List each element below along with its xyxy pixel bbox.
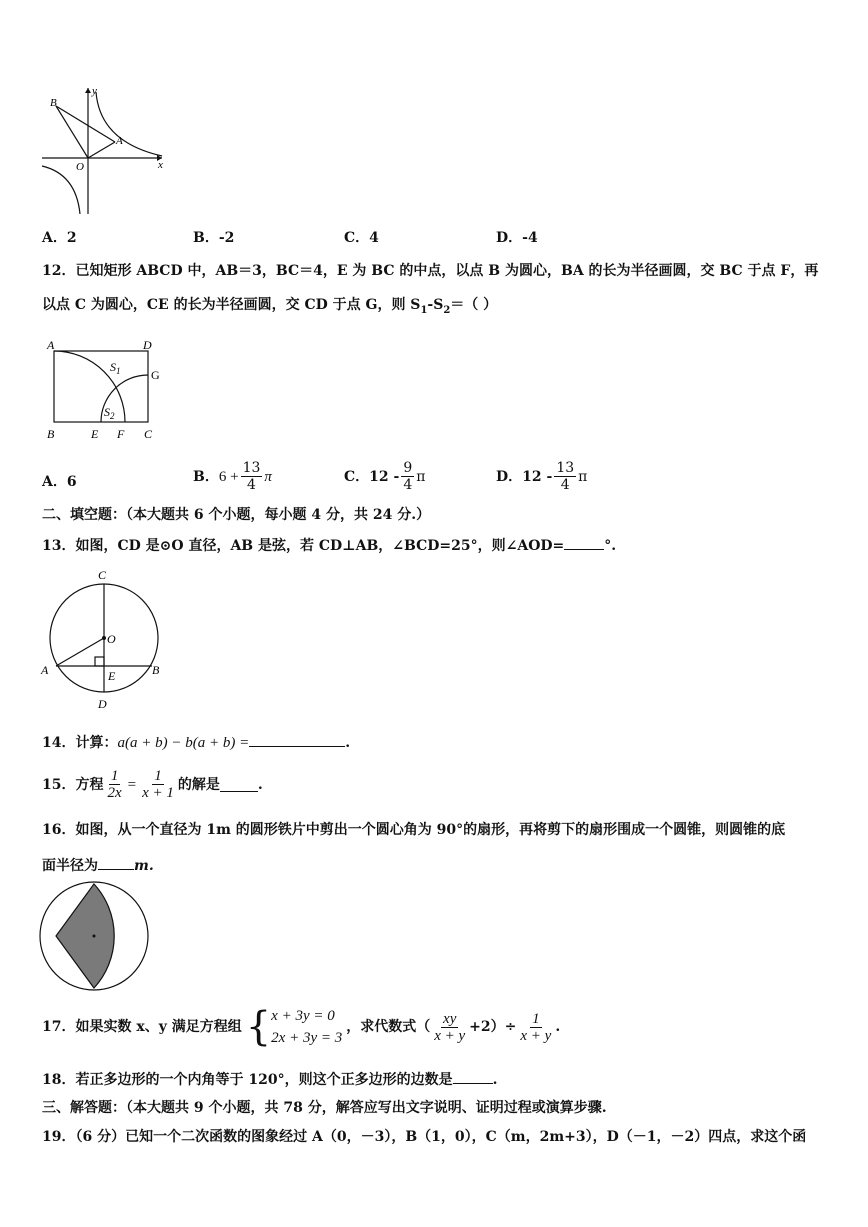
- label-e: E: [91, 427, 99, 441]
- label-c: C: [98, 568, 107, 582]
- q18-answer-blank[interactable]: [453, 1069, 493, 1084]
- q16-figure: [38, 880, 154, 992]
- q12-figure: [40, 336, 170, 446]
- segment-ob: [56, 106, 88, 158]
- label-e: E: [108, 669, 116, 683]
- q15-text: 15．方程 $\frac{1}{2x}$ = $\frac{1}{x + 1}$ 的解是 .: [42, 768, 263, 801]
- segment-ao: [56, 638, 104, 666]
- hyperbola-branch-1: [96, 92, 162, 156]
- label-s1: $S_1$: [110, 360, 121, 376]
- q11-option-c: C．4: [344, 230, 379, 246]
- q16-answer-blank[interactable]: [98, 855, 134, 870]
- q12-option-c: C．12 - $\frac{9}{4}$ π: [344, 460, 426, 493]
- q16-line2: 面半径为 m.: [42, 855, 154, 876]
- q14-answer-blank[interactable]: [249, 732, 345, 747]
- label-g: G: [151, 368, 160, 382]
- label-o: O: [76, 161, 84, 173]
- q12-option-b: B． 6 + $\frac{13}{4}$ π: [193, 460, 272, 493]
- label-b: B: [50, 97, 57, 109]
- label-a: A: [47, 338, 55, 352]
- right-angle-mark: [95, 657, 104, 666]
- segment-oa: [88, 142, 115, 158]
- q13-answer-blank[interactable]: [564, 535, 604, 550]
- sector: [56, 884, 114, 988]
- label-x: x: [158, 159, 163, 171]
- q18-text: 18．若正多边形的一个内角等于 120°，则这个正多边形的边数是 .: [42, 1069, 497, 1090]
- label-d: D: [143, 338, 152, 352]
- q12-option-a: A．6: [42, 474, 77, 490]
- label-c: C: [144, 427, 153, 441]
- rectangle-abcd: [54, 351, 148, 422]
- q11-option-b: B．-2: [193, 230, 235, 246]
- q13-text: 13．如图，CD 是⊙O 直径，AB 是弦，若 CD⊥AB，∠BCD=25°，则∠AOD= °.: [42, 535, 616, 556]
- label-a: A: [41, 663, 49, 677]
- q15-answer-blank[interactable]: [220, 777, 258, 792]
- q16-line1: 16．如图，从一个直径为 1m 的圆形铁片中剪出一个圆心角为 90°的扇形，再将剪下的扇形围成一个圆锥，则圆锥的底: [42, 822, 786, 838]
- section-2-heading: 二、填空题：（本大题共 6 个小题，每小题 4 分，共 24 分.）: [42, 507, 431, 523]
- q11-option-d: D．-4: [496, 230, 538, 246]
- brace: {: [245, 1004, 272, 1050]
- q11-figure: [38, 84, 170, 216]
- label-b: B: [152, 663, 160, 677]
- label-s2: $S_2$: [104, 405, 115, 421]
- label-d: D: [98, 697, 107, 711]
- q19-text: 19．（6 分）已知一个二次函数的图象经过 A（0，－3），B（1，0），C（m，2m+3），D（－1，－2）四点，求这个函: [42, 1129, 807, 1145]
- label-y: y: [92, 85, 97, 97]
- label-b: B: [47, 427, 55, 441]
- q12-line2: 以点 C 为圆心，CE 的长为半径画圆，交 CD 于点 G，则 $S_1-S_2=$（ ）: [42, 297, 498, 316]
- hyperbola-branch-2: [42, 166, 80, 214]
- q11-option-a: A．2: [42, 230, 77, 246]
- label-o: O: [107, 632, 116, 646]
- q12-option-d: D．12 - $\frac{13}{4}$ π: [496, 460, 588, 493]
- q12-line1: 12．已知矩形 ABCD 中，AB＝3，BC＝4，E 为 BC 的中点，以点 B 为圆心，BA 的长为半径画圆，交 BC 于点 F，再: [42, 263, 819, 279]
- section-3-heading: 三、解答题：（本大题共 9 个小题，共 78 分，解答应写出文字说明、证明过程或演算步骤.: [42, 1100, 607, 1116]
- q13-figure: [36, 566, 168, 714]
- q14-text: 14．计算：a(a + b) − b(a + b) = .: [42, 732, 350, 753]
- label-f: F: [117, 427, 125, 441]
- q17-text: 17．如果实数 x、y 满足方程组 { x + 3y = 0 2x + 3y = 3 ，求代数式（ $\frac{xy}{x + y}$ +2）÷ $\frac{1}{x + y}$ .: [42, 1004, 561, 1050]
- label-a: A: [116, 135, 123, 147]
